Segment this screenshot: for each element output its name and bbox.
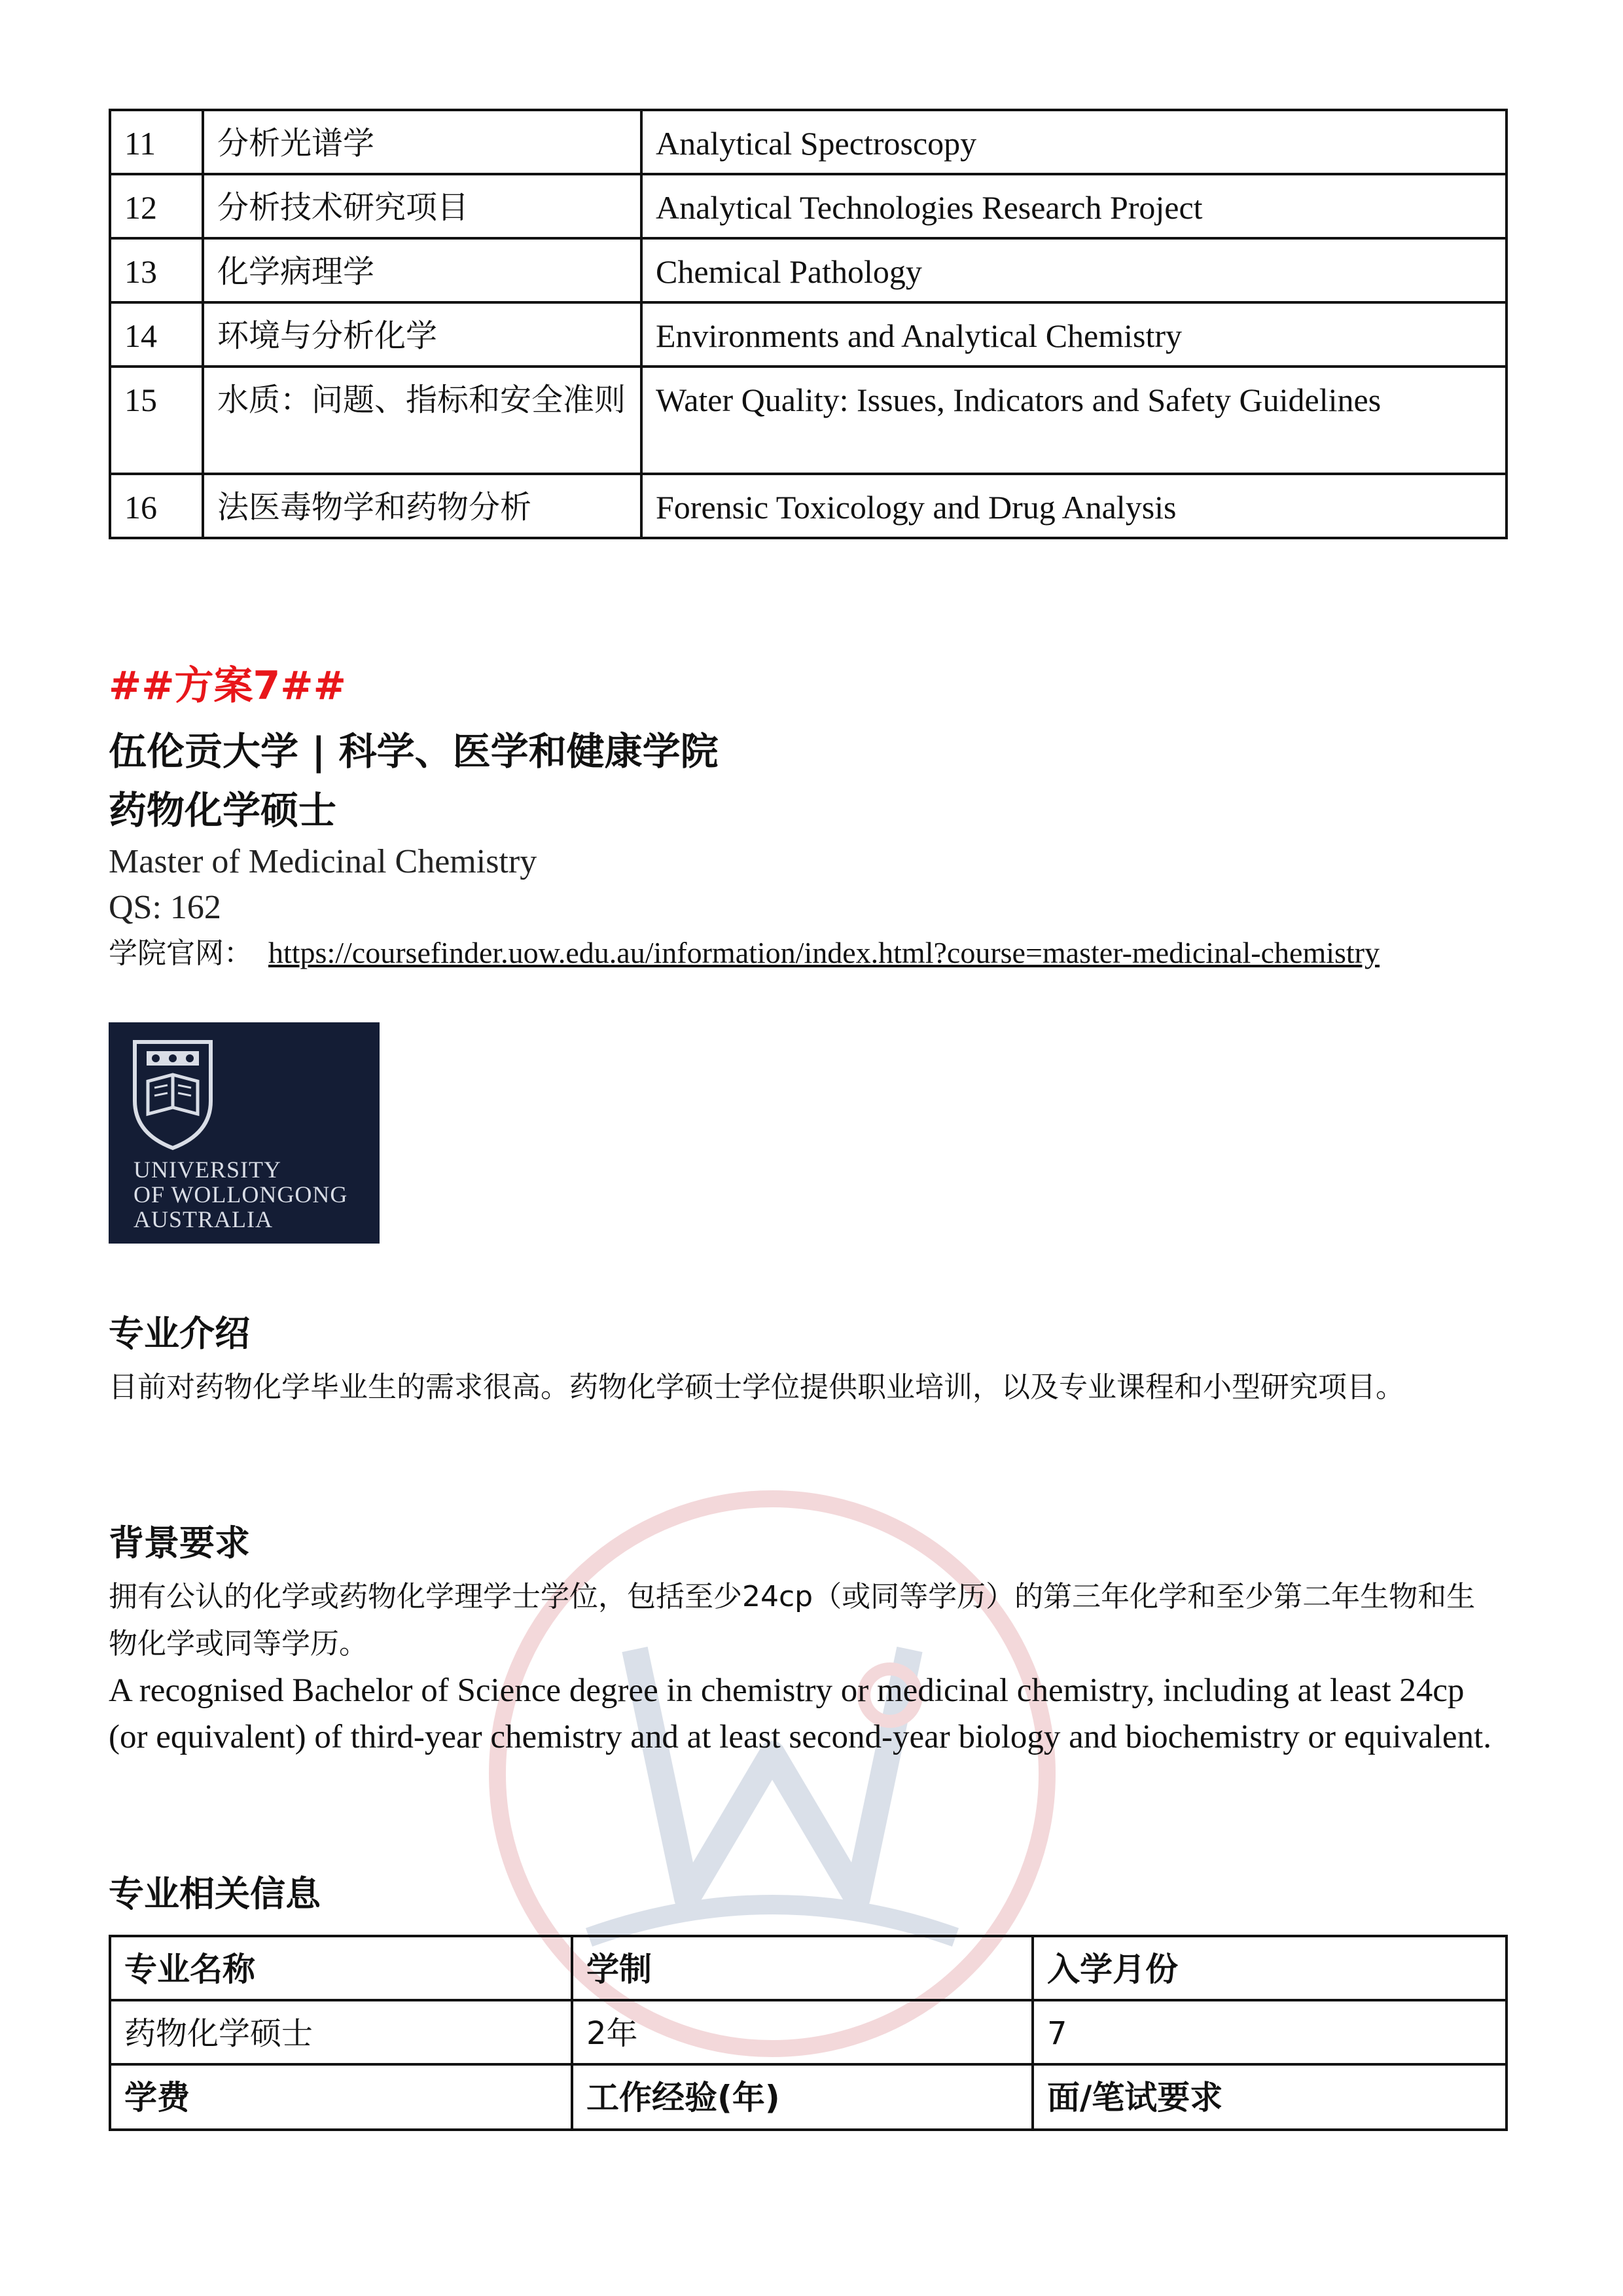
course-number: 12	[110, 174, 203, 238]
course-name-en: Environments and Analytical Chemistry	[641, 302, 1507, 367]
website-link[interactable]: https://coursefinder.uow.edu.au/information/index.html?course=master-medicinal-chemistry	[268, 936, 1380, 969]
course-table	[109, 109, 1508, 539]
course-name-cn: 环境与分析化学	[203, 302, 641, 367]
course-name-en: Chemical Pathology	[641, 238, 1507, 302]
course-number: 13	[110, 238, 203, 302]
course-number: 11	[110, 110, 203, 174]
intro-heading: 专业介绍	[109, 1313, 250, 1354]
table-row	[110, 1936, 1507, 2000]
course-number: 15	[110, 367, 203, 474]
info-heading: 专业相关信息	[109, 1873, 321, 1914]
course-name-cn: 水质：问题、指标和安全准则	[203, 367, 641, 474]
table-row	[110, 174, 1507, 238]
header-intake-month: 入学月份	[1033, 1936, 1507, 2000]
course-name-cn: 分析光谱学	[203, 110, 641, 174]
university-logo	[109, 1022, 380, 1244]
degree-title-en: Master of Medicinal Chemistry	[109, 843, 537, 880]
header-program-name: 专业名称	[110, 1936, 572, 2000]
program-info-table	[109, 1935, 1508, 2131]
header-interview-exam: 面/笔试要求	[1033, 2064, 1507, 2130]
header-duration: 学制	[572, 1936, 1033, 2000]
logo-line-1: UNIVERSITY	[134, 1157, 281, 1183]
degree-title-cn: 药物化学硕士	[109, 788, 337, 833]
value-program-name: 药物化学硕士	[110, 2000, 572, 2064]
website-label: 学院官网：	[109, 937, 253, 970]
course-name-en: Water Quality: Issues, Indicators and Safety Guidelines	[641, 367, 1507, 474]
plan-marker: ##方案7##	[109, 663, 346, 709]
course-number: 16	[110, 474, 203, 538]
university-faculty-title: 伍伦贡大学 | 科学、医学和健康学院	[109, 729, 719, 774]
background-heading: 背景要求	[109, 1522, 250, 1564]
course-name-en: Analytical Technologies Research Project	[641, 174, 1507, 238]
course-number: 14	[110, 302, 203, 367]
table-row	[110, 238, 1507, 302]
website-line	[109, 929, 1522, 977]
background-text-en: A recognised Bachelor of Science degree in chemistry or medicinal chemistry, including at least 24cp (or equivalent) of third-year chemistry and at least second-year biology and biochemistry or equivalent.	[109, 1672, 1491, 1755]
logo-line-3: AUSTRALIA	[134, 1206, 273, 1232]
table-row	[110, 367, 1507, 474]
table-row	[110, 2000, 1507, 2064]
background-text-cn: 拥有公认的化学或药物化学理学士学位，包括至少24cp（或同等学历）的第三年化学和至少第二年生物和生物化学或同等学历。	[109, 1580, 1476, 1660]
intro-text: 目前对药物化学毕业生的需求很高。药物化学硕士学位提供职业培训，以及专业课程和小型研究项目。	[109, 1371, 1404, 1404]
logo-text	[134, 1157, 348, 1232]
value-duration: 2年	[572, 2000, 1033, 2064]
table-row	[110, 474, 1507, 538]
header-tuition: 学费	[110, 2064, 572, 2130]
logo-line-2: OF WOLLONGONG	[134, 1181, 348, 1208]
course-name-cn: 分析技术研究项目	[203, 174, 641, 238]
header-work-experience: 工作经验(年)	[572, 2064, 1033, 2130]
table-row	[110, 302, 1507, 367]
course-name-en: Analytical Spectroscopy	[641, 110, 1507, 174]
table-row	[110, 2064, 1507, 2130]
value-intake-month: 7	[1033, 2000, 1507, 2064]
table-row	[110, 110, 1507, 174]
qs-ranking: QS: 162	[109, 889, 221, 926]
course-name-cn: 化学病理学	[203, 238, 641, 302]
course-name-en: Forensic Toxicology and Drug Analysis	[641, 474, 1507, 538]
course-name-cn: 法医毒物学和药物分析	[203, 474, 641, 538]
